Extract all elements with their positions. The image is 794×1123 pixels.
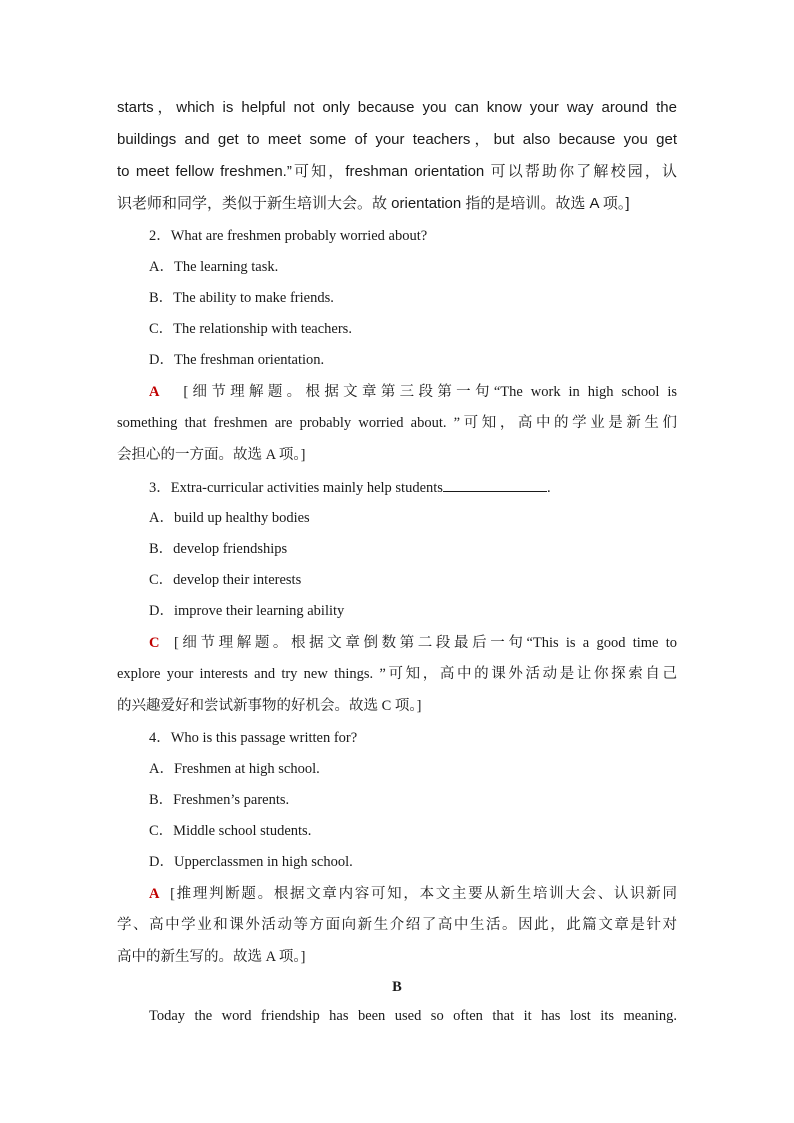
explanation-line: something that freshmen are probably worried about. ”可知，高中的学业是新生们 [117, 415, 677, 431]
passage-text-line: Today the word friendship has been used so often that it has lost its meaning. [149, 1008, 677, 1024]
explanation-text: [细节理解题。根据文章倒数第二段最后一句“This is a good time to [173, 635, 677, 651]
question-stem [149, 477, 677, 498]
question-stem: 4．Who is this passage written for? [149, 730, 358, 746]
question-stem-end: . [546, 480, 551, 496]
passage-text-line: buildings and get to meet some of your teachers，but also because you get [117, 131, 677, 148]
question-stem: 2．What are freshmen probably worried about? [149, 228, 428, 244]
passage-text-line: starts，which is helpful not only because you can know your way around the [117, 99, 677, 116]
explanation-line [149, 884, 677, 904]
explanation-line: 会担心的一方面。故选 A 项。] [117, 447, 306, 463]
explanation-text: [推理判断题。根据文章内容可知，本文主要从新生培训大会、认识新同 [170, 886, 677, 902]
passage-text-line: to meet fellow freshmen.”可知，freshman orientation 可以帮助你了解校园，认 [117, 163, 677, 180]
option-a: A．The learning task. [149, 259, 279, 275]
option-b: B．The ability to make friends. [149, 290, 334, 306]
answer-letter: A [149, 384, 160, 400]
option-c: C．The relationship with teachers. [149, 321, 352, 337]
option-c: C．develop their interests [149, 572, 302, 588]
explanation-line: 高中的新生写的。故选 A 项。] [117, 949, 306, 965]
explanation-line: 学、高中学业和课外活动等方面向新生介绍了高中生活。因此，此篇文章是针对 [117, 917, 677, 933]
section-heading: B [392, 979, 402, 995]
explanation-line: explore your interests and try new things. ”可知，高中的课外活动是让你探索自己 [117, 666, 677, 682]
option-d: D．The freshman orientation. [149, 352, 325, 368]
explanation-line [149, 382, 677, 402]
option-d: D．Upperclassmen in high school. [149, 854, 353, 870]
option-a: A．Freshmen at high school. [149, 761, 320, 777]
option-c: C．Middle school students. [149, 823, 312, 839]
explanation-line [149, 633, 677, 653]
answer-blank [443, 477, 547, 492]
option-b: B．develop friendships [149, 541, 288, 557]
answer-letter: C [149, 635, 160, 651]
option-d: D．improve their learning ability [149, 603, 345, 619]
explanation-line: 的兴趣爱好和尝试新事物的好机会。故选 C 项。] [117, 698, 422, 714]
explanation-text: [细节理解题。根据文章第三段第一句“The work in high school is [183, 384, 677, 400]
answer-letter: A [149, 886, 160, 902]
option-b: B．Freshmen’s parents. [149, 792, 290, 808]
option-a: A．build up healthy bodies [149, 510, 310, 526]
question-stem-text: 3．Extra-curricular activities mainly help students [149, 480, 443, 496]
passage-text-line: 识老师和同学，类似于新生培训大会。故 orientation 指的是培训。故选 A 项。] [117, 195, 630, 212]
